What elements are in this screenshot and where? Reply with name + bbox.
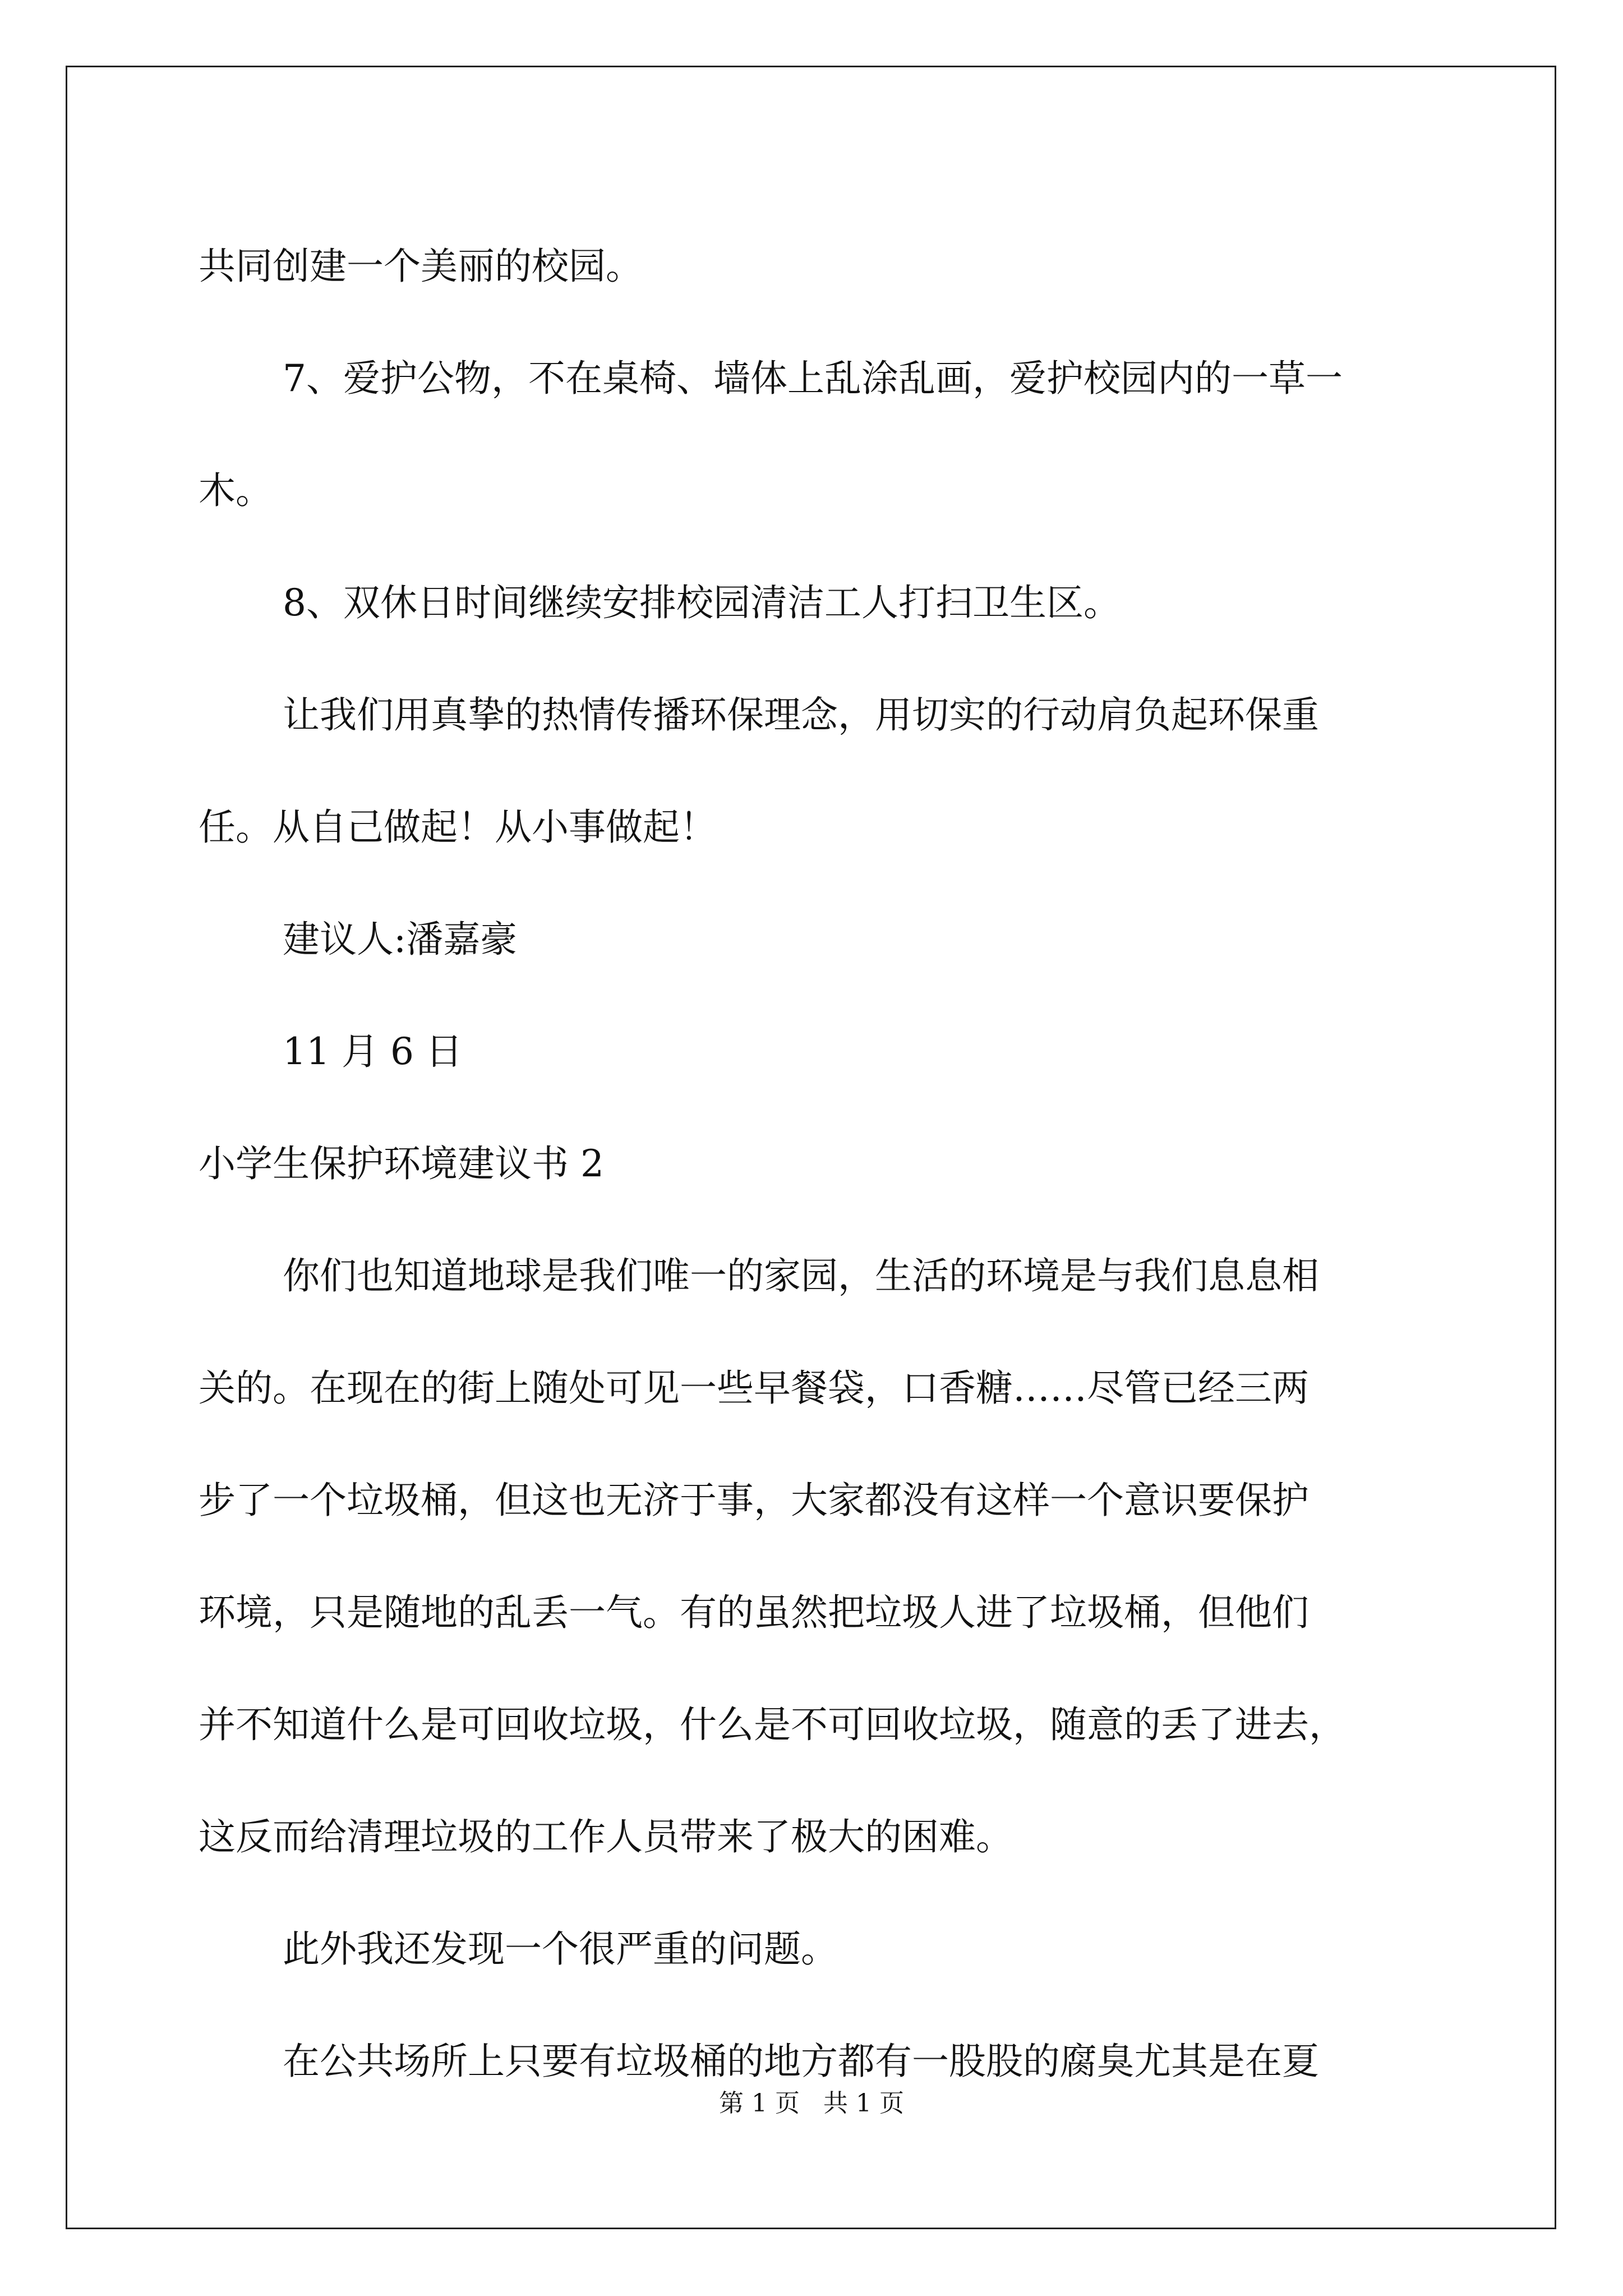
text-line: 7、爱护公物，不在桌椅、墙体上乱涂乱画，爱护校园内的一草一 <box>283 357 1343 400</box>
text-line: 任。从自己做起！从小事做起！ <box>199 806 717 849</box>
text-line: 步了一个垃圾桶，但这也无济于事，大家都没有这样一个意识要保护 <box>199 1479 1309 1522</box>
text-line: 此外我还发现一个很严重的问题。 <box>283 1927 838 1971</box>
text-line: 木。 <box>199 469 273 512</box>
document-body <box>199 210 1427 2118</box>
text-line: 环境，只是随地的乱丢一气。有的虽然把垃圾人进了垃圾桶，但他们 <box>199 1591 1309 1634</box>
text-line: 你们也知道地球是我们唯一的家园，生活的环境是与我们息息相 <box>283 1254 1319 1297</box>
text-line: 关的。在现在的街上随处可见一些早餐袋，口香糖……尽管已经三两 <box>199 1366 1309 1410</box>
text-line: 这反而给清理垃圾的工作人员带来了极大的困难。 <box>199 1815 1013 1858</box>
text-line: 并不知道什么是可回收垃圾，什么是不可回收垃圾，随意的丢了进去， <box>199 1703 1346 1746</box>
text-line: 在公共场所上只要有垃圾桶的地方都有一股股的腐臭尤其是在夏 <box>283 2040 1319 2083</box>
date-line: 11 月 6 日 <box>283 1030 463 1073</box>
text-line: 8、双休日时间继续安排校园清洁工人打扫卫生区。 <box>283 581 1121 624</box>
page-total: 共 1 页 <box>823 2089 904 2118</box>
page-number: 第 1 页 <box>719 2089 800 2118</box>
signature-line: 建议人:潘嘉豪 <box>283 918 518 961</box>
text-line: 让我们用真挚的热情传播环保理念，用切实的行动肩负起环保重 <box>283 693 1319 737</box>
section-title: 小学生保护环境建议书 2 <box>199 1142 604 1185</box>
page-footer <box>0 2087 1623 2120</box>
text-line: 共同创建一个美丽的校园。 <box>199 245 643 288</box>
